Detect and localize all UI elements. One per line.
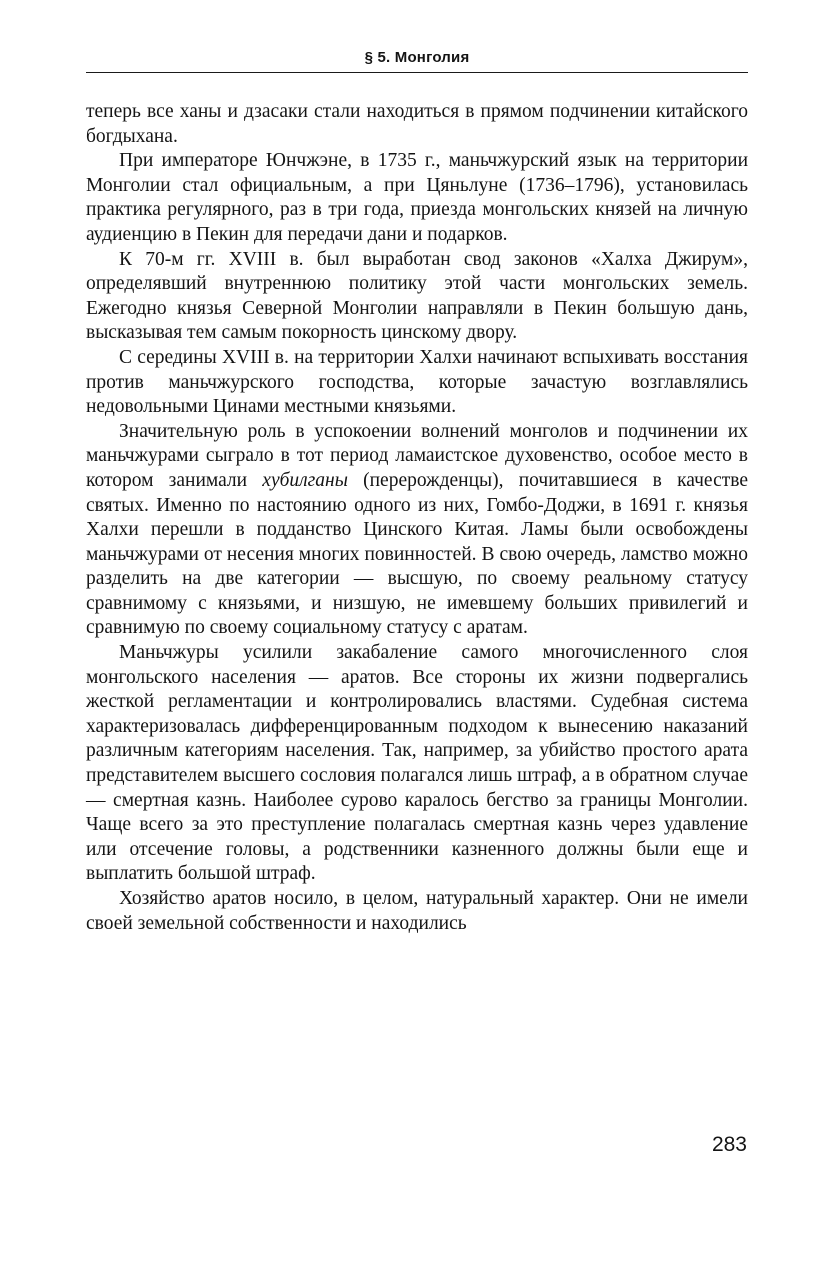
paragraph-1: теперь все ханы и дзасаки стали находиться в прямом подчинении китайского богдыхана. (86, 101, 748, 147)
paragraph-3: К 70-м гг. XVIII в. был выработан свод законов «Халха Джирум», определявший внутреннюю политику этой части монгольских земель. Ежегодно князья Северной Монголии направляли в Пекин большую дань, высказывая тем самым покорность цинскому двору. (86, 248, 748, 344)
paragraph-5 (86, 420, 748, 641)
page-body (86, 100, 748, 936)
running-header: § 5. Монголия (364, 49, 470, 66)
paragraph-5-end: (перерожденцы), почитавшиеся в качестве святых. Именно по настоянию одного из них, Гомбо-Доджи, в 1691 г. князья Халхи перешли в подданство Цинского Китая. Ламы были освобождены маньчжурами от несения многих повинностей. В свою очередь, ламство можно разделить на две категории — высшую, по своему реальному статусу сравнимому с князьями, и низшую, не имевшему больших привилегий и сравнимую по своему социальному статусу с аратам. (86, 469, 748, 639)
paragraph-6: Маньчжуры усилили закабаление самого многочисленного слоя монгольского населения — аратов. Все стороны их жизни подвергались жесткой регламентации и контролировались властями. Судебная система характеризовалась дифференцированным подходом к вынесению наказаний различным категориям населения. Так, например, за убийство простого арата представителем высшего сословия полагался лишь штраф, а в обратном случае — смертная казнь. Наиболее сурово каралось бегство за границы Монголии. Чаще всего за это преступление полагалась смертная казнь через удавление или отсечение головы, а родственники казненного должны были еще и выплатить большой штраф. (86, 642, 748, 885)
italic-term: хубилганы (262, 469, 348, 491)
paragraph-5-start: Значительную роль в успокоении волнений монголов и подчинении их маньчжурами сыграло в тот период ламаистское духовенство, особое место в котором занимали (86, 420, 748, 491)
header-rule (86, 72, 748, 73)
paragraph-2: При императоре Юнчжэне, в 1735 г., маньчжурский язык на территории Монголии стал официальным, а при Цяньлуне (1736–1796), установилась практика регулярного, раз в три года, приезда монгольских князей на личную аудиенцию в Пекин для передачи дани и подарков. (86, 150, 748, 245)
paragraph-7: Хозяйство аратов носило, в целом, натуральный характер. Они не имели своей земельной собственности и находились (86, 888, 748, 934)
paragraph-4: С середины XVIII в. на территории Халхи начинают вспыхивать восстания против маньчжурского господства, которые зачастую возглавлялись недовольными Цинами местными князьями. (86, 346, 748, 418)
page-number: 283 (711, 1133, 747, 1156)
